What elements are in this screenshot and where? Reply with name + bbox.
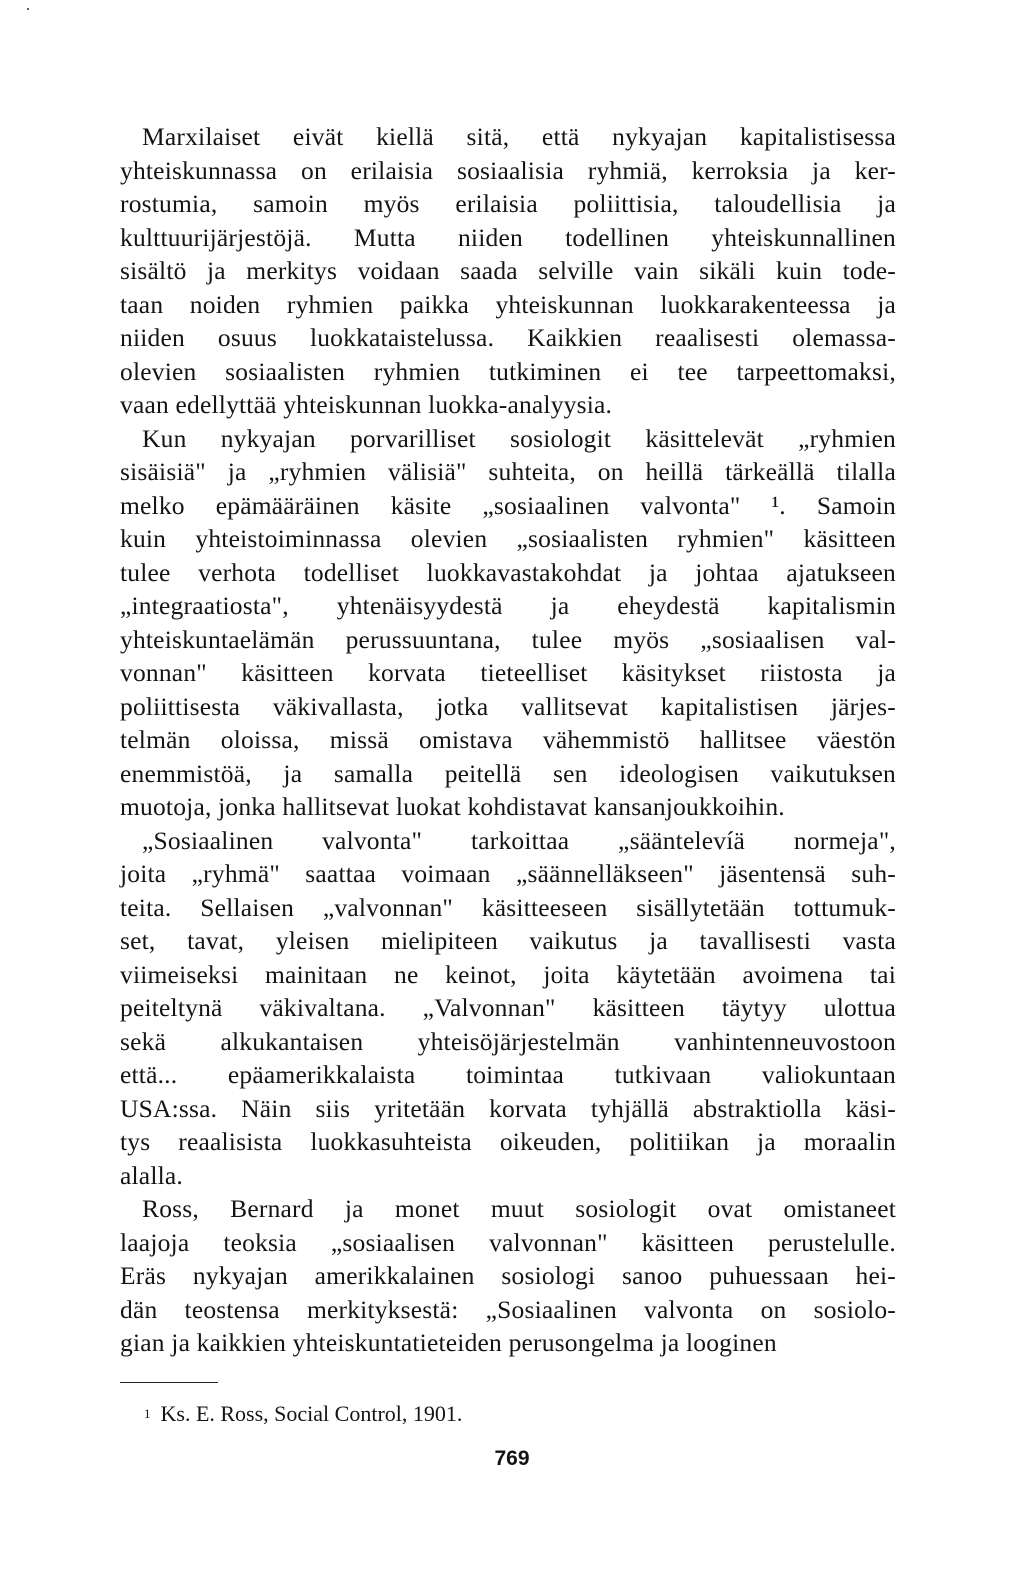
text-line: alalla. xyxy=(120,1160,183,1190)
text-line: niiden osuus luokkataistelussa. Kaikkien reaalisesti olemassa- xyxy=(120,323,896,352)
text-line: peiteltynä väkivaltana. „Valvonnan" käsitteen täytyy ulottua xyxy=(120,993,896,1022)
body-text xyxy=(120,120,896,1360)
text-line: vaan edellyttää yhteiskunnan luokka-analyysia. xyxy=(120,390,613,419)
text-line: että... epäamerikkalaista toimintaa tutkivaan valiokuntaan xyxy=(120,1060,896,1089)
text-line: tys reaalisista luokkasuhteista oikeuden, politiikan ja moraalin xyxy=(120,1127,896,1156)
text-line: „integraatiosta", yhtenäisyydestä ja eheydestä kapitalismin xyxy=(120,591,896,620)
text-line: sisäisiä" ja „ryhmien välisiä" suhteita, on heillä tärkeällä tilalla xyxy=(120,457,896,486)
text-line: Marxilaiset eivät kiellä sitä, että nykyajan kapitalistisessa xyxy=(142,122,896,151)
footnote-marker: 1 xyxy=(144,1406,151,1421)
text-line: USA:ssa. Näin siis yritetään korvata tyhjällä abstraktiolla käsi- xyxy=(120,1093,896,1123)
footnote xyxy=(144,1400,462,1428)
text-line: laajoja teoksia „sosiaalisen valvonnan" käsitteen perustelulle. xyxy=(120,1227,896,1257)
text-line: yhteiskunnassa on erilaisia sosiaalisia ryhmiä, kerroksia ja ker- xyxy=(120,155,896,185)
text-line: viimeiseksi mainitaan ne keinot, joita käytetään avoimena tai xyxy=(120,959,896,989)
text-line: telmän oloissa, missä omistava vähemmistö hallitsee väestön xyxy=(120,725,896,754)
text-line: set, tavat, yleisen mielipiteen vaikutus ja tavallisesti vasta xyxy=(120,926,896,955)
text-line: sekä alkukantaisen yhteisöjärjestelmän vanhintenneuvostoon xyxy=(120,1026,896,1056)
text-line: yhteiskuntaelämän perussuuntana, tulee myös „sosiaalisen val- xyxy=(120,624,896,654)
text-line: melko epämääräinen käsite „sosiaalinen valvonta" ¹. Samoin xyxy=(120,490,896,520)
text-line: poliittisesta väkivallasta, jotka vallitsevat kapitalistisen järjes- xyxy=(120,691,896,721)
text-line: gian ja kaikkien yhteiskuntatieteiden perusongelma ja looginen xyxy=(120,1328,777,1357)
text-line: muotoja, jonka hallitsevat luokat kohdistavat kansanjoukkoihin. xyxy=(120,792,785,821)
text-line: Eräs nykyajan amerikkalainen sosiologi sanoo puhuessaan hei- xyxy=(120,1261,896,1290)
text-line: joita „ryhmä" saattaa voimaan „säännelläkseen" jäsentensä suh- xyxy=(120,859,896,888)
text-line: enemmistöä, ja samalla peitellä sen ideologisen vaikutuksen xyxy=(120,758,896,788)
text-line: kulttuurijärjestöjä. Mutta niiden todellinen yhteiskunnallinen xyxy=(120,222,896,252)
text-line: olevien sosiaalisten ryhmien tutkiminen ei tee tarpeettomaksi, xyxy=(120,356,896,386)
print-speck xyxy=(27,8,29,10)
footnote-rule xyxy=(120,1382,218,1383)
text-line: sisältö ja merkitys voidaan saada selville vain sikäli kuin tode- xyxy=(120,256,896,285)
text-line: taan noiden ryhmien paikka yhteiskunnan luokkarakenteessa ja xyxy=(120,289,896,319)
page-number: 769 xyxy=(494,1447,530,1470)
footnote-text: Ks. E. Ross, Social Control, 1901. xyxy=(160,1401,463,1426)
text-line: „Sosiaalinen valvonta" tarkoittaa „sääntelevíä normeja", xyxy=(142,825,896,855)
text-line: Ross, Bernard ja monet muut sosiologit ovat omistaneet xyxy=(142,1194,896,1223)
text-line: Kun nykyajan porvarilliset sosiologit käsittelevät „ryhmien xyxy=(142,423,896,453)
text-line: tulee verhota todelliset luokkavastakohdat ja johtaa ajatukseen xyxy=(120,557,896,587)
text-line: dän teostensa merkityksestä: „Sosiaalinen valvonta on sosiolo- xyxy=(120,1294,896,1324)
text-line: kuin yhteistoiminnassa olevien „sosiaalisten ryhmien" käsitteen xyxy=(120,524,896,553)
text-line: rostumia, samoin myös erilaisia poliittisia, taloudellisia ja xyxy=(120,189,896,218)
text-line: vonnan" käsitteen korvata tieteelliset käsitykset riistosta ja xyxy=(120,658,896,687)
text-line: teita. Sellaisen „valvonnan" käsitteeseen sisällytetään tottumuk- xyxy=(120,892,896,922)
